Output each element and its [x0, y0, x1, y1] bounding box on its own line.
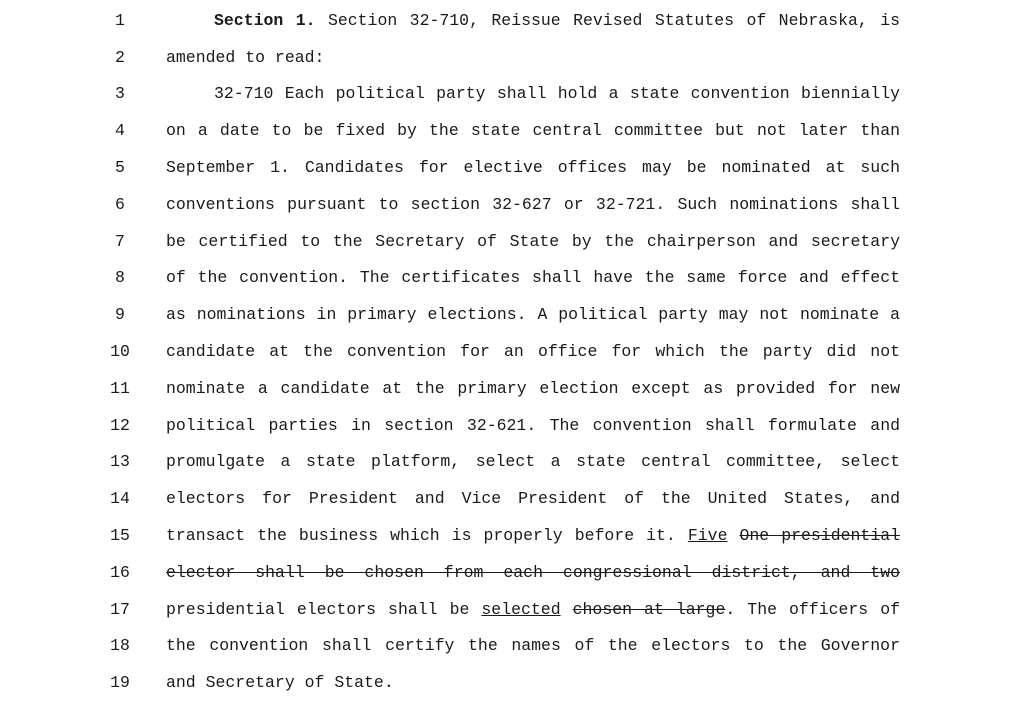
line-text: [166, 121, 900, 140]
statute-line: [0, 186, 1024, 223]
line-text: [166, 452, 900, 471]
line-text: [166, 636, 900, 655]
statute-line: [0, 407, 1024, 444]
text-segment: be certified to the Secretary of State by the chairperson and secretary: [166, 231, 900, 251]
statute-line: [0, 517, 1024, 554]
line-text: [166, 195, 900, 214]
text-segment: Section 32-710, Reissue Revised Statutes of Nebraska, is: [315, 10, 900, 30]
line-text: [166, 268, 900, 287]
line-number: 6: [115, 194, 125, 214]
text-segment: of the convention. The certificates shall have the same force and effect: [166, 268, 900, 288]
statute-line: [0, 554, 1024, 591]
text-segment: as nominations in primary elections. A political party may not nominate a: [166, 305, 900, 325]
line-text: [166, 489, 900, 508]
line-number: 2: [115, 47, 125, 67]
text-segment: the convention shall certify the names of the electors to the Governor: [166, 636, 900, 656]
struck-text: chosen at large: [572, 599, 726, 619]
line-number: 5: [115, 158, 125, 178]
line-number: 14: [110, 489, 130, 509]
text-segment: and Secretary of State.: [166, 673, 394, 693]
line-number: 19: [110, 673, 130, 693]
line-number: 12: [110, 415, 130, 435]
statute-line: [0, 149, 1024, 186]
statute-line: [0, 591, 1024, 628]
struck-text: elector shall be chosen from each congressional district, and two: [166, 562, 900, 582]
line-text: [166, 600, 900, 619]
text-segment: September 1. Candidates for elective offices may be nominated at such: [166, 158, 900, 178]
line-number: 18: [110, 636, 130, 656]
text-segment: . The officers of: [725, 599, 901, 619]
line-text: [166, 305, 900, 324]
line-number: 9: [115, 305, 125, 325]
line-number: 13: [110, 452, 130, 472]
line-text: [166, 673, 900, 692]
line-text: [166, 416, 900, 435]
text-segment: [727, 526, 739, 545]
line-text: [166, 342, 900, 361]
line-number: 1: [115, 10, 125, 30]
line-text: [214, 84, 900, 103]
statute-line: [0, 333, 1024, 370]
text-segment: political parties in section 32-621. The convention shall formulate and: [166, 415, 900, 435]
bill-document: [0, 2, 1024, 701]
line-number: 15: [110, 526, 130, 546]
text-segment: transact the business which is properly before it.: [166, 526, 688, 546]
statute-line: [0, 444, 1024, 481]
statute-line: [0, 39, 1024, 76]
text-segment: presidential electors shall be: [166, 599, 482, 619]
statute-line: [0, 480, 1024, 517]
inserted-text: selected: [481, 599, 561, 619]
text-segment: amended to read:: [166, 47, 325, 67]
section-heading: Section 1.: [214, 10, 316, 30]
statute-line: [0, 223, 1024, 260]
text-segment: electors for President and Vice President of the United States, and: [166, 489, 900, 509]
line-number: 8: [115, 268, 125, 288]
text-segment: 32-710 Each political party shall hold a state convention biennially: [214, 84, 900, 104]
inserted-text: Five: [687, 526, 728, 546]
line-number: 3: [115, 84, 125, 104]
line-text: [166, 379, 900, 398]
text-segment: promulgate a state platform, select a state central committee, select: [166, 452, 900, 472]
text-segment: candidate at the convention for an office for which the party did not: [166, 342, 900, 362]
statute-line: [0, 260, 1024, 297]
line-text: [166, 48, 900, 67]
text-segment: on a date to be fixed by the state central committee but not later than: [166, 121, 900, 141]
struck-text: One presidential: [739, 526, 901, 546]
statute-line: [0, 112, 1024, 149]
line-text: [166, 232, 900, 251]
line-number: 7: [115, 231, 125, 251]
line-number: 16: [110, 562, 130, 582]
statute-line: [0, 296, 1024, 333]
statute-line: [0, 76, 1024, 113]
statute-line: [0, 628, 1024, 665]
line-text: [166, 158, 900, 177]
line-text: [214, 11, 900, 30]
line-number: 11: [110, 378, 130, 398]
line-number: 10: [110, 342, 130, 362]
statute-line: [0, 370, 1024, 407]
statute-line: [0, 2, 1024, 39]
text-segment: conventions pursuant to section 32-627 or 32-721. Such nominations shall: [166, 194, 900, 214]
text-segment: nominate a candidate at the primary election except as provided for new: [166, 378, 900, 398]
text-segment: [561, 600, 573, 619]
statute-line: [0, 664, 1024, 701]
line-number: 17: [110, 599, 130, 619]
line-text: [166, 563, 900, 582]
line-text: [166, 526, 900, 545]
line-number: 4: [115, 121, 125, 141]
